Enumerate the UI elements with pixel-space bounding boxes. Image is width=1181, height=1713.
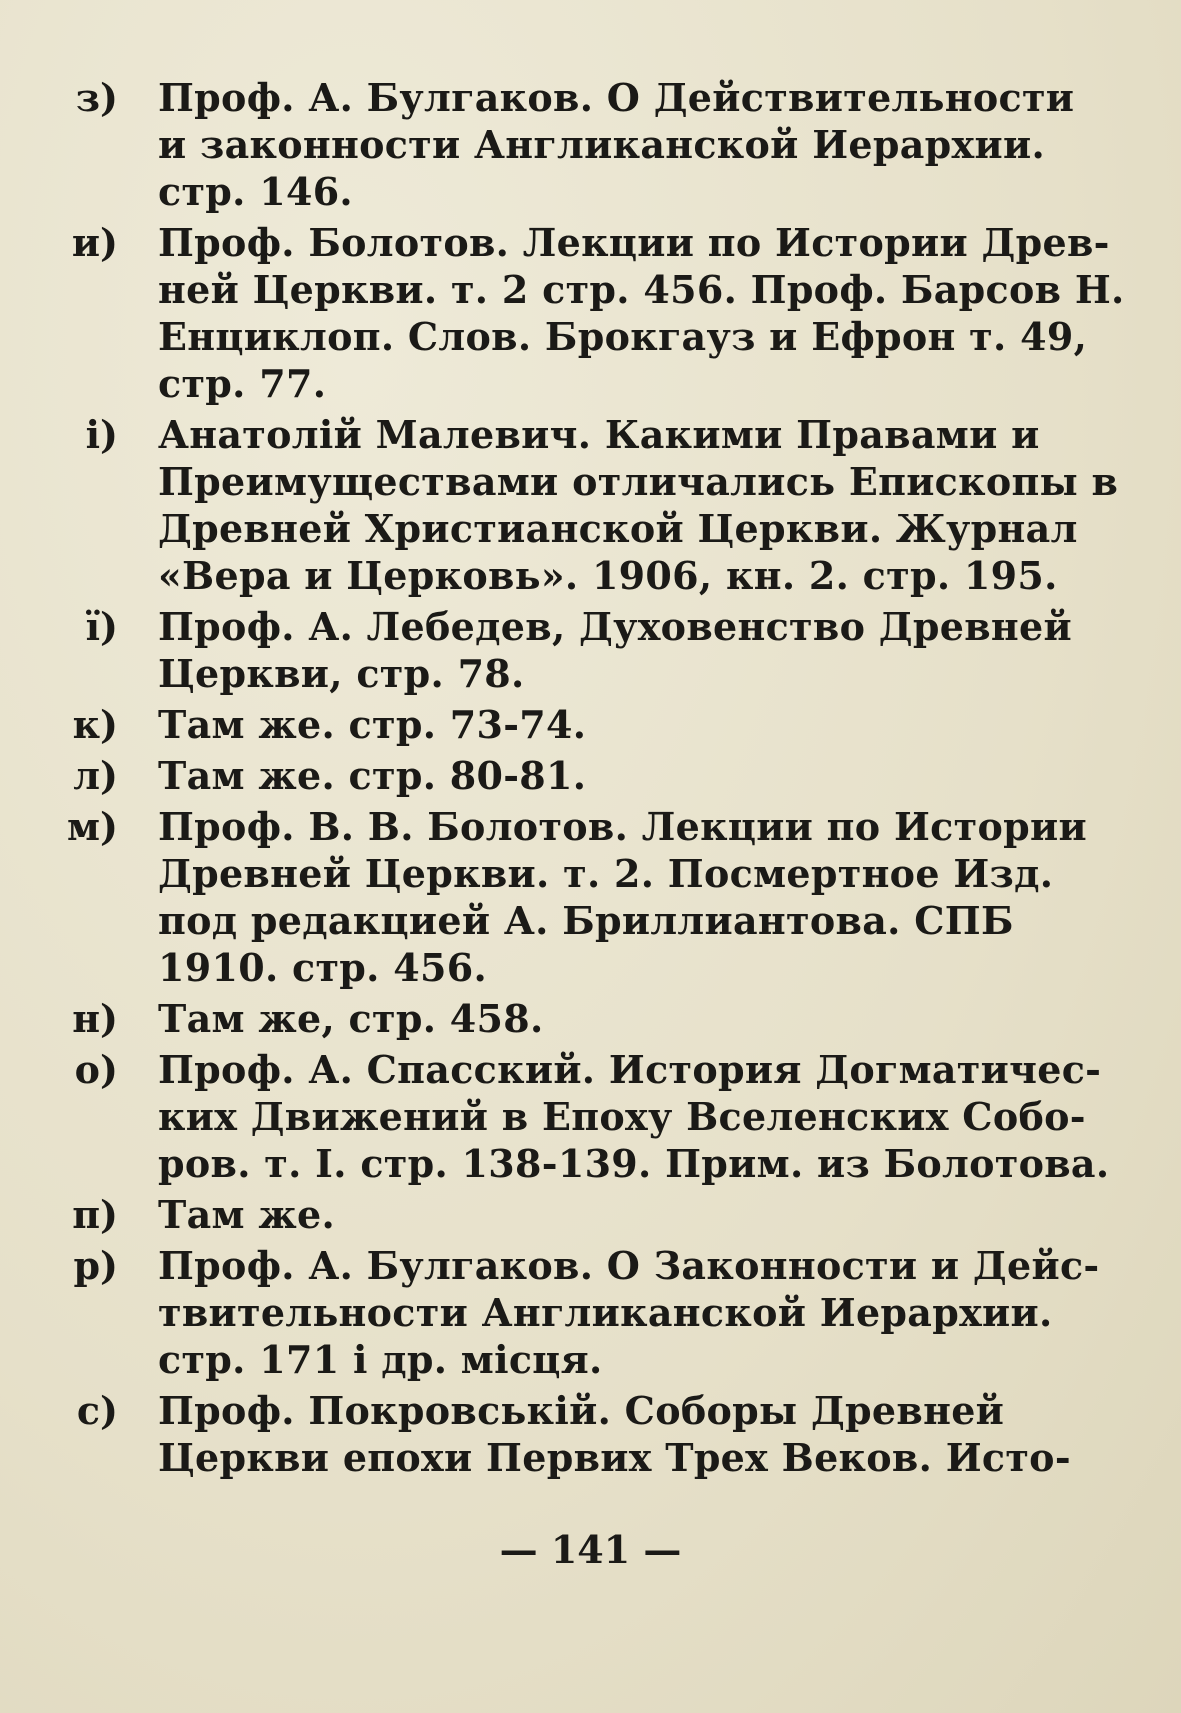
footnote-line: Древней Христианской Церкви. Журнал <box>158 506 1078 551</box>
footnote-line: Церкви епохи Первих Трех Веков. Исто- <box>158 1435 1071 1480</box>
footnotes-list <box>40 74 1125 1485</box>
footnote-text <box>118 1191 1120 1238</box>
footnote-label: и) <box>71 220 118 265</box>
footnote-label: н) <box>72 996 118 1041</box>
footnote-text <box>118 752 1120 799</box>
footnote-line: Преимуществами отличались Епископы в <box>158 459 1119 504</box>
footnote-text <box>118 1242 1120 1383</box>
footnote-l <box>40 752 1120 799</box>
footnote-line: и законности Англиканской Иерархии. <box>158 122 1045 167</box>
footnote-line: Проф. А. Булгаков. О Действительности <box>158 75 1075 120</box>
footnote-i-ukr <box>40 411 1120 599</box>
footnote-k <box>40 701 1120 748</box>
footnote-p <box>40 1191 1120 1238</box>
footnote-line: ней Церкви. т. 2 стр. 456. Проф. Барсов Н. <box>158 267 1125 312</box>
footnote-text <box>118 803 1120 991</box>
footnote-line: твительности Англиканской Иерархии. <box>158 1290 1053 1335</box>
footnote-line: Там же. стр. 80-81. <box>158 753 587 798</box>
footnote-yi <box>40 603 1120 697</box>
footnote-label: з) <box>75 75 118 120</box>
footnote-line: стр. 146. <box>158 169 353 214</box>
footnote-o <box>40 1046 1120 1187</box>
footnote-text <box>118 603 1120 697</box>
footnote-line: 1910. стр. 456. <box>158 945 487 990</box>
footnote-text <box>118 219 1125 407</box>
footnote-line: стр. 77. <box>158 361 327 406</box>
footnote-line: Проф. А. Булгаков. О Законности и Дейс- <box>158 1243 1100 1288</box>
footnote-label: к) <box>72 702 118 747</box>
footnote-line: Проф. В. В. Болотов. Лекции по Истории <box>158 804 1087 849</box>
footnote-text <box>118 995 1120 1042</box>
footnote-line: стр. 171 і др. місця. <box>158 1337 603 1382</box>
footnote-text <box>118 1046 1120 1187</box>
footnote-text <box>118 411 1120 599</box>
footnote-line: Проф. А. Лебедев, Духовенство Древней <box>158 604 1072 649</box>
footnote-line: Древней Церкви. т. 2. Посмертное Изд. <box>158 851 1054 896</box>
footnote-line: Там же. <box>158 1192 336 1237</box>
footnote-text <box>118 701 1120 748</box>
footnote-line: Там же. стр. 73-74. <box>158 702 587 747</box>
footnote-line: Там же, стр. 458. <box>158 996 544 1041</box>
footnote-i <box>40 219 1125 407</box>
footnote-text <box>118 74 1120 215</box>
footnote-text <box>118 1387 1120 1481</box>
footnote-line: Проф. Болотов. Лекции по Истории Древ- <box>158 220 1110 265</box>
footnote-label: р) <box>73 1243 118 1288</box>
footnote-label: л) <box>73 753 118 798</box>
footnote-label: п) <box>72 1192 118 1237</box>
footnote-line: Анатолій Малевич. Какими Правами и <box>158 412 1040 457</box>
footnote-line: Проф. Покровській. Соборы Древней <box>158 1388 1005 1433</box>
footnote-r <box>40 1242 1120 1383</box>
footnote-label: о) <box>74 1047 118 1092</box>
footnote-z <box>40 74 1120 215</box>
footnote-line: «Вера и Церковь». 1906, кн. 2. стр. 195. <box>158 553 1058 598</box>
footnote-line: под редакцией А. Бриллиантова. СПБ <box>158 898 1014 943</box>
footnote-line: Церкви, стр. 78. <box>158 651 525 696</box>
footnote-line: Енциклоп. Слов. Брокгауз и Ефрон т. 49, <box>158 314 1088 359</box>
footnote-label: ї) <box>85 604 118 649</box>
footnote-label: с) <box>76 1388 118 1433</box>
footnote-line: Проф. А. Спасский. История Догматичес- <box>158 1047 1102 1092</box>
footnote-label: м) <box>67 804 118 849</box>
footnote-line: ких Движений в Епоху Вселенских Собо- <box>158 1094 1086 1139</box>
footnote-m <box>40 803 1120 991</box>
footnote-label: і) <box>85 412 118 457</box>
footnote-n <box>40 995 1120 1042</box>
footnote-s <box>40 1387 1120 1481</box>
page-number: — 141 — <box>499 1527 682 1572</box>
footnote-line: ров. т. I. стр. 138-139. Прим. из Болотова. <box>158 1141 1110 1186</box>
